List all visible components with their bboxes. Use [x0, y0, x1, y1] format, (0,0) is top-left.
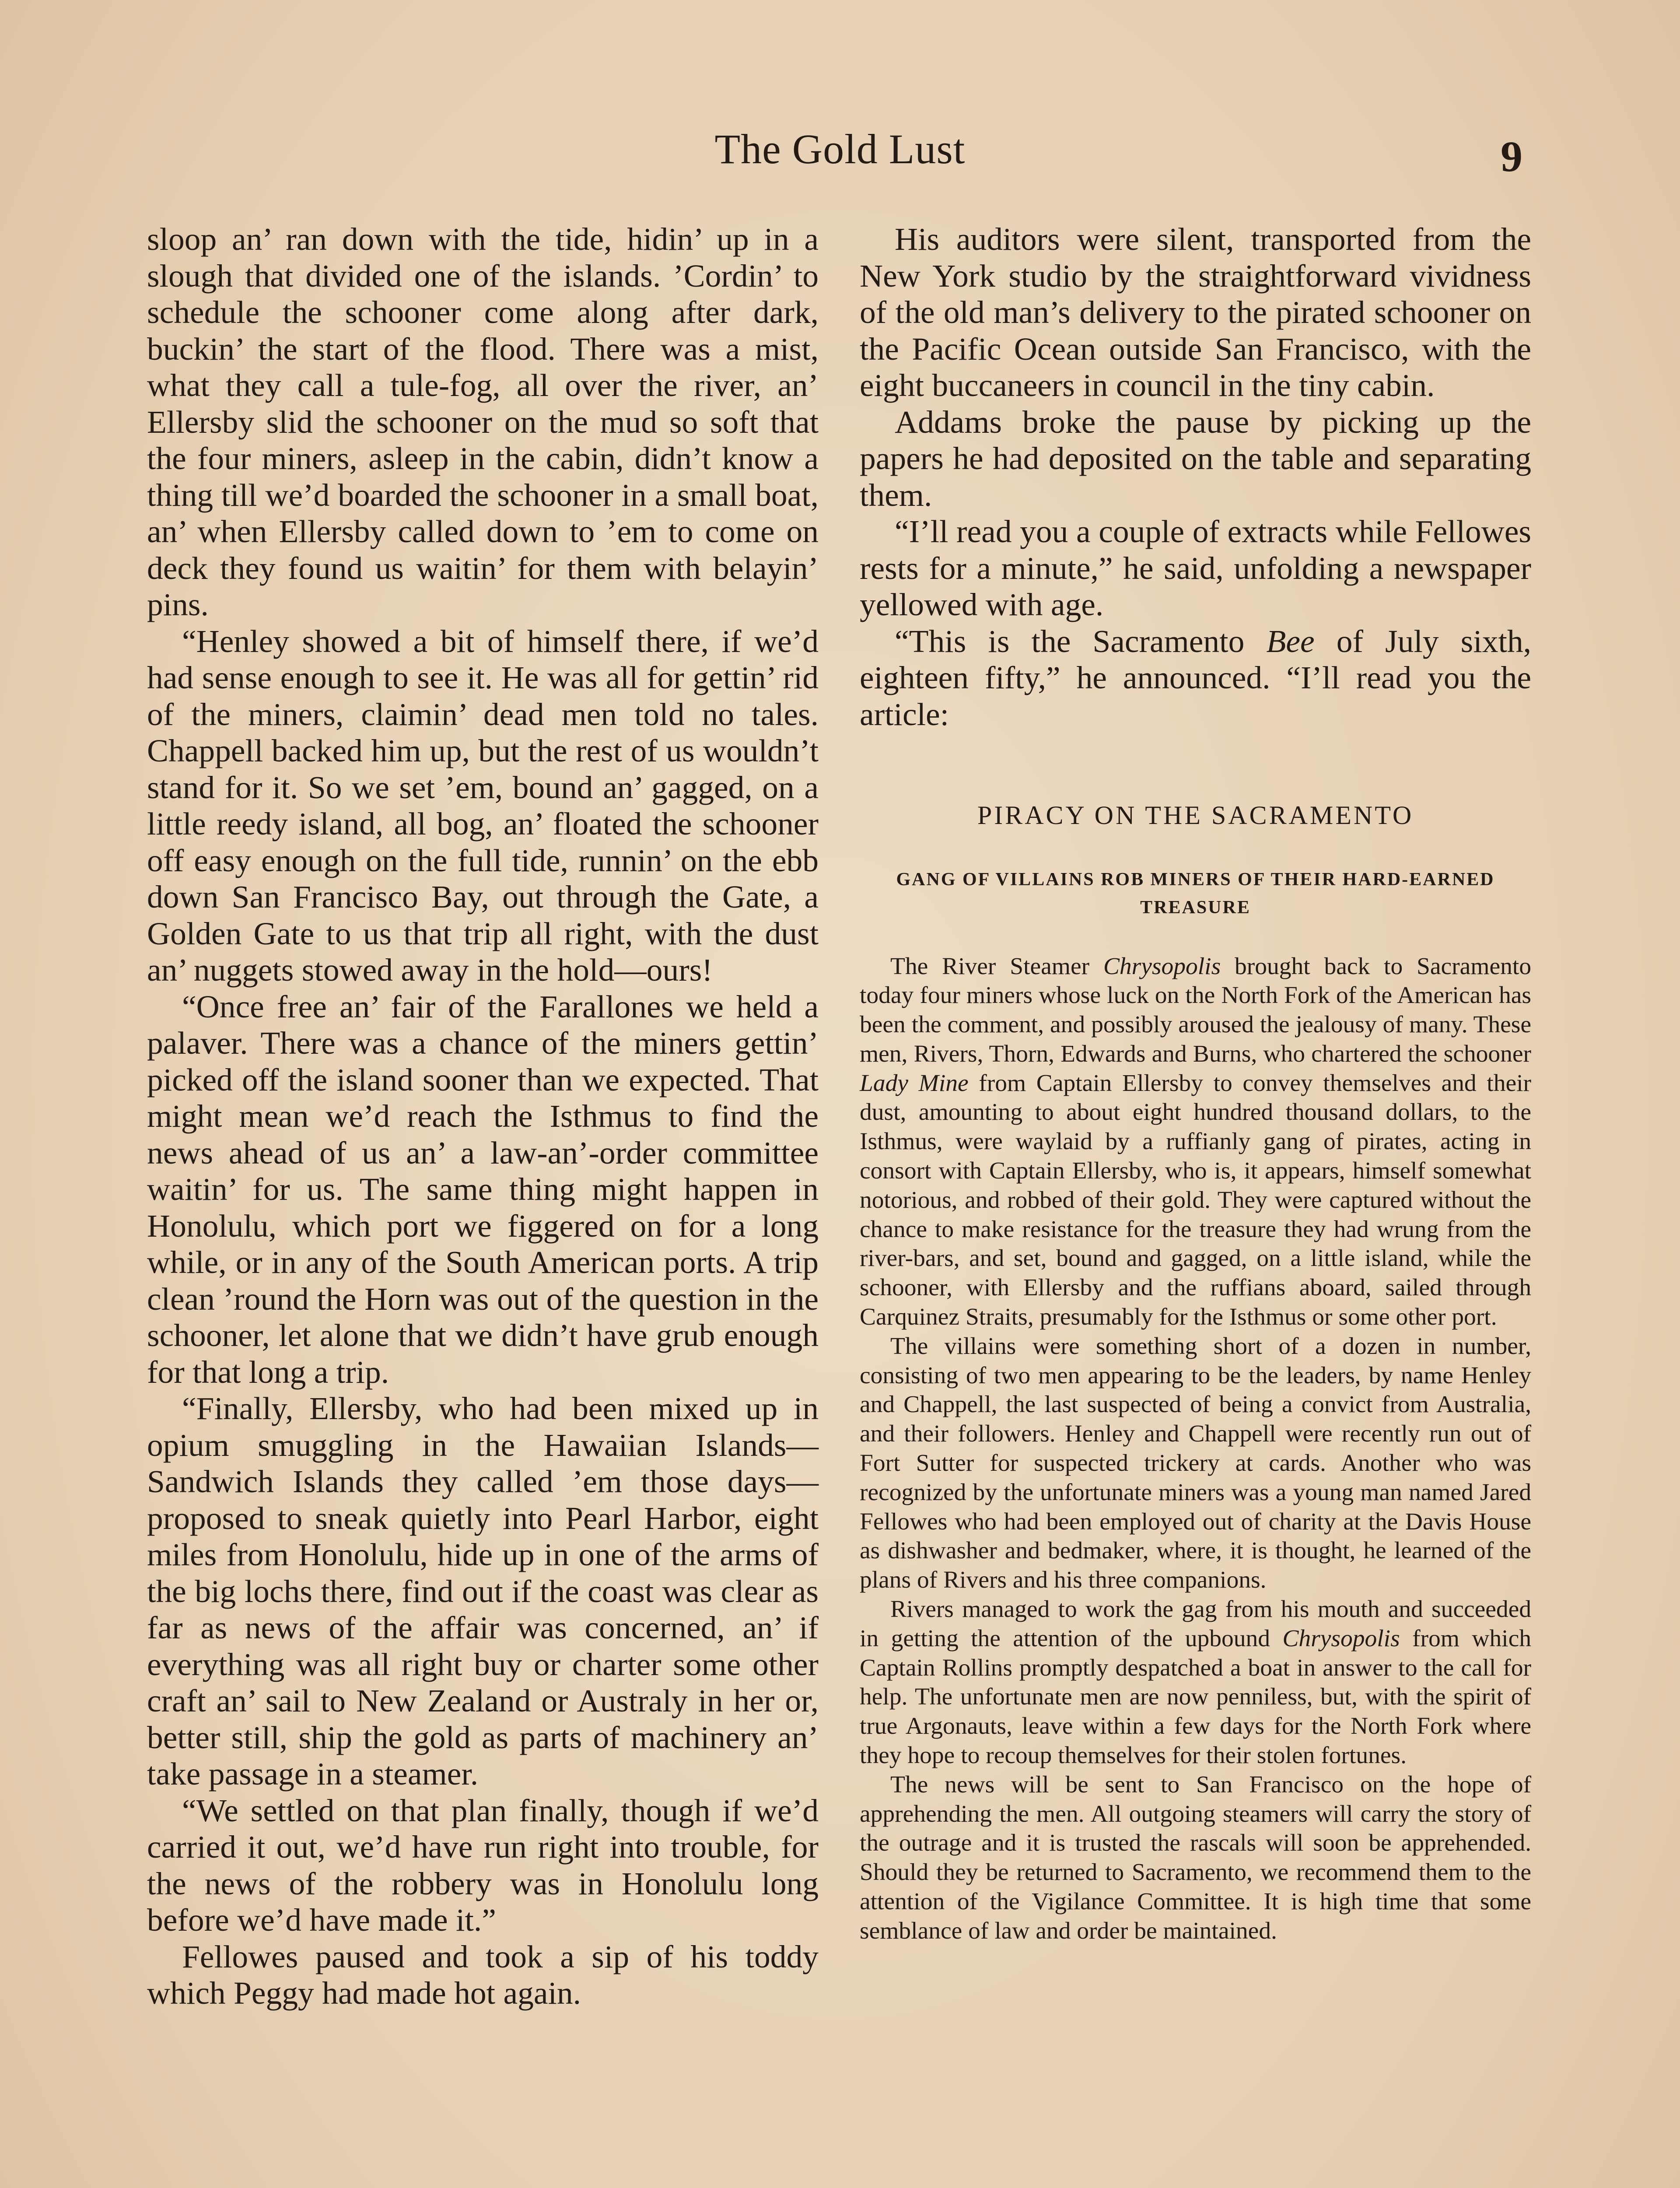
paragraph — [860, 623, 1531, 733]
text-span: The River Steamer — [890, 953, 1103, 980]
article-subheadline: GANG OF VILLAINS ROB MINERS OF THEIR HARD-EARNED TREASURE — [896, 869, 1495, 918]
text-span: of July sixth, eighteen fifty,” he announced. “I’ll read you the article: — [860, 623, 1532, 732]
paragraph: “Finally, Ellersby, who had been mixed up in opium smuggling in the Hawaiian Islands—Sandwich Islands they called ’em those days—proposed to sneak quietly into Pearl Harbor, eight miles from Honolulu, hide up in one of the arms of the big lochs there, find out if the coast was clear as far as news of the affair was concerned, an’ if everything was all right buy or charter some other craft an’ sail to New Zealand or Australy in her or, better still, ship the gold as parts of machinery an’ take passage in a steamer. — [147, 1391, 819, 1792]
text-span: “This is the Sacramento — [895, 623, 1267, 659]
ship-name: Chrysopolis — [1282, 1625, 1400, 1652]
paragraph: His auditors were silent, transported from the New York studio by the straightforward vividness of the old man’s delivery to the pirated schooner on the Pacific Ocean outside San Francisco, with the eight buccaneers in council in the tiny cabin. — [860, 221, 1531, 403]
page-number: 9 — [1501, 132, 1522, 181]
paragraph: sloop an’ ran down with the tide, hidin’ up in a slough that divided one of the islands. ’Cordin’ to schedule the schooner come along after dark, buckin’ the start of the flood. There was a mist, what they call a tule-fog, all over the river, an’ Ellersby slid the schooner on the mud so soft that the four miners, asleep in the cabin, didn’t know a thing till we’d boarded the schooner in a small boat, an’ when Ellersby called down to ’em to come on deck they found us waitin’ for them with belayin’ pins. — [147, 221, 819, 622]
ship-name: Chrysopolis — [1103, 953, 1221, 980]
paragraph: “I’ll read you a couple of extracts while Fellowes rests for a minute,” he said, unfolding a newspaper yellowed with age. — [860, 514, 1531, 622]
article-headline: PIRACY ON THE SACRAMENTO — [977, 801, 1414, 830]
text-span: Rivers managed to work the gag from his mouth and succeeded in getting the attention of the upbound — [860, 1596, 1531, 1652]
paragraph: “We settled on that plan finally, though if we’d carried it out, we’d have run right into trouble, for the news of the robbery was in Honolulu long before we’d have made it.” — [147, 1792, 819, 1938]
article-paragraph — [860, 1595, 1531, 1771]
ship-name: Lady Mine — [860, 1069, 969, 1097]
paragraph: Fellowes paused and took a sip of his toddy which Peggy had made hot again. — [147, 1939, 819, 2011]
text-span: from Captain Ellersby to convey themselves and their dust, amounting to about eight hundred thousand dollars, to the Isthmus, were waylaid by a ruffianly gang of pirates, acting in consort with Captain Ellersby, who is, it appears, himself somewhat notorious, and robbed of their gold. They were captured without the chance to make resistance for the treasure they had wrung from the river-bars, and set, bound and gagged, on a little island, while the schooner, with Ellersby and the ruffians aboard, sailed through Carquinez Straits, presumably for the Isthmus or some other port. — [860, 1069, 1531, 1331]
paragraph: “Once free an’ fair of the Farallones we held a palaver. There was a chance of the miners gettin’ picked off the island sooner than we expected. That might mean we’d reach the Isthmus to find the news ahead of us an’ a law-an’-order committee waitin’ for us. The same thing might happen in Honolulu, which port we figgered on for a long while, or in any of the South American ports. A trip clean ’round the Horn was out of the question in the schooner, let alone that we didn’t have grub enough for that long a trip. — [147, 989, 819, 1390]
article-paragraph: The news will be sent to San Francisco on the hope of apprehending the men. All outgoing steamers will carry the story of the outrage and it is trusted the rascals will soon be apprehended. Should they be returned to Sacramento, we recommend them to the attention of the Vigilance Committee. It is high time that some semblance of law and order be maintained. — [860, 1771, 1531, 1944]
right-column — [860, 221, 1531, 1946]
left-column — [147, 221, 819, 2012]
paragraph: Addams broke the pause by picking up the papers he had deposited on the table and separating them. — [860, 404, 1531, 513]
article-paragraph — [860, 952, 1531, 1332]
text-span: from which Captain Rollins promptly despatched a boat in answer to the call for help. The unfortunate men are now penniless, but, with the spirit of true Argonauts, leave within a few days for the North Fork where they hope to recoup themselves for their stolen fortunes. — [860, 1625, 1531, 1769]
article-body — [860, 952, 1531, 1946]
article-paragraph: The villains were something short of a dozen in number, consisting of two men appearing to be the leaders, by name Henley and Chappell, the last suspected of being a convict from Australia, and their followers. Henley and Chappell were recently run out of Fort Sutter for suspected trickery at cards. Another who was recognized by the unfortunate miners was a young man named Jared Fellowes who had been employed out of charity at the Davis House as dishwasher and bedmaker, where, it is thought, he learned of the plans of Rivers and his three companions. — [860, 1332, 1531, 1594]
running-title: The Gold Lust — [714, 126, 966, 172]
newspaper-name: Bee — [1266, 623, 1315, 659]
paragraph: “Henley showed a bit of himself there, if we’d had sense enough to see it. He was all for gettin’ rid of the miners, claimin’ dead men told no tales. Chappell backed him up, but the rest of us wouldn’t stand for it. So we set ’em, bound an’ gagged, on a little reedy island, all bog, an’ floated the schooner off easy enough on the full tide, runnin’ on the ebb down San Francisco Bay, out through the Gate, a Golden Gate to us that trip all right, with the dust an’ nuggets stowed away in the hold—ours! — [147, 623, 819, 988]
text-span: brought back to Sacramento today four miners whose luck on the North Fork of the American has been the comment, and possibly aroused the jealousy of many. These men, Rivers, Thorn, Edwards and Burns, who chartered the schooner — [860, 953, 1531, 1067]
